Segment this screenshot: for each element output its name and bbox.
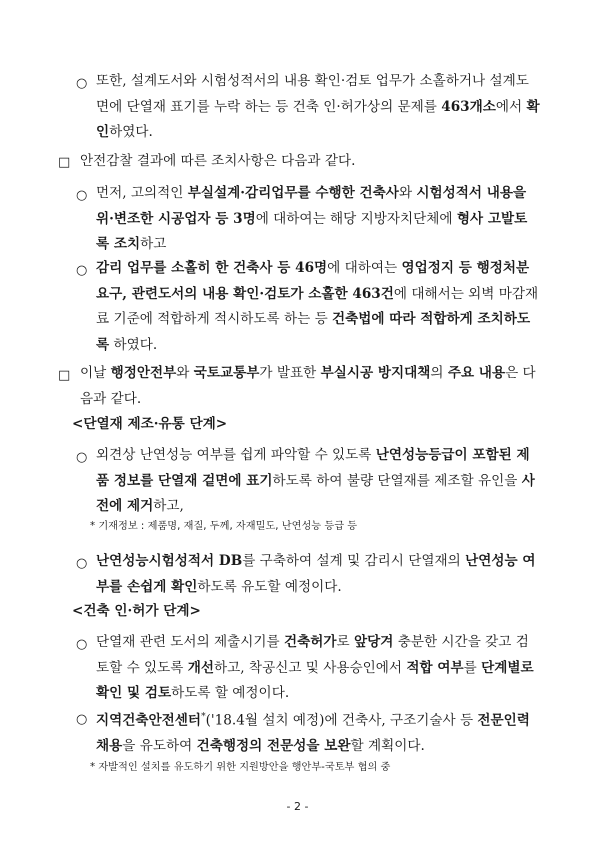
subheading-manufacturing-stage: <단열재 제조·유통 단계> bbox=[72, 416, 228, 432]
circle-bullet-icon: ○ bbox=[76, 76, 88, 91]
section-prevention-plan: 이날 행정안전부와 국토교통부가 발표한 부실시공 방지대책의 주요 내용은 다음과 같다. bbox=[80, 365, 536, 407]
paragraph-product-labeling: 외견상 난연성능 여부를 쉽게 파악할 수 있도록 난연성능등급이 포함된 제품 정보를 단열재 겉면에 표기하도록 하여 불량 단열재를 제조할 유인을 사전에 제거하고, bbox=[96, 447, 535, 515]
paragraph-inspection-issues: 또한, 설계도서와 시험성적서의 내용 확인·검토 업무가 소홀하거나 설계도면에 단열재 표기를 누락 하는 등 건축 인·허가상의 문제를 463개소에서 확인하였다. bbox=[96, 73, 540, 141]
circle-bullet-icon: ○ bbox=[76, 556, 88, 571]
paragraph-safety-center: 지역건축안전센터*('18.4월 설치 예정)에 건축사, 구조기술사 등 전문인력 채용을 유도하여 건축행정의 전문성을 보완할 계획이다. bbox=[96, 712, 530, 755]
circle-bullet-icon: ○ bbox=[76, 263, 88, 278]
circle-bullet-icon: ○ bbox=[76, 450, 88, 465]
paragraph-test-report-db: 난연성능시험성적서 DB를 구축하여 설계 및 감리시 단열재의 난연성능 여부를 손쉽게 확인하도록 유도할 예정이다. bbox=[96, 553, 536, 595]
section-measures-heading: 안전감찰 결과에 따른 조치사항은 다음과 같다. bbox=[80, 153, 356, 169]
square-bullet-icon: □ bbox=[58, 368, 71, 383]
circle-bullet-icon: ○ bbox=[76, 188, 88, 203]
circle-bullet-icon: ○ bbox=[76, 637, 88, 652]
paragraph-administrative-action: 감리 업무를 소홀히 한 건축사 등 46명에 대하여는 영업정지 등 행정처분 요구, 관련도서의 내용 확인·검토가 소홀한 463건에 대해서는 외벽 마감재료 기준에 적합하게 적시하도록 하는 등 건축법에 따라 적합하게 조치하도록 하였다. bbox=[96, 260, 539, 353]
circle-bullet-icon: ○ bbox=[76, 712, 88, 727]
square-bullet-icon: □ bbox=[58, 155, 71, 170]
paragraph-document-submission: 단열재 관련 도서의 제출시기를 건축허가로 앞당겨 충분한 시간을 갖고 검토할 수 있도록 개선하고, 착공신고 및 사용승인에서 적합 여부를 단계별로 확인 및 검토하도록 할 예정이다. bbox=[96, 634, 534, 702]
paragraph-criminal-complaint: 먼저, 고의적인 부실설계·감리업무를 수행한 건축사와 시험성적서 내용을 위·변조한 시공업자 등 3명에 대하여는 해당 지방자치단체에 형사 고발토록 조치하고 bbox=[96, 185, 528, 253]
subheading-permit-stage: <건축 인·허가 단계> bbox=[72, 603, 201, 619]
page-number: - 2 - bbox=[286, 800, 309, 813]
footnote-label-info: * 기재정보 : 제품명, 재질, 두께, 자재밀도, 난연성능 등급 등 bbox=[90, 521, 358, 532]
footnote-support-plan: * 자발적인 설치를 유도하기 위한 지원방안을 행안부-국토부 협의 중 bbox=[90, 762, 391, 773]
